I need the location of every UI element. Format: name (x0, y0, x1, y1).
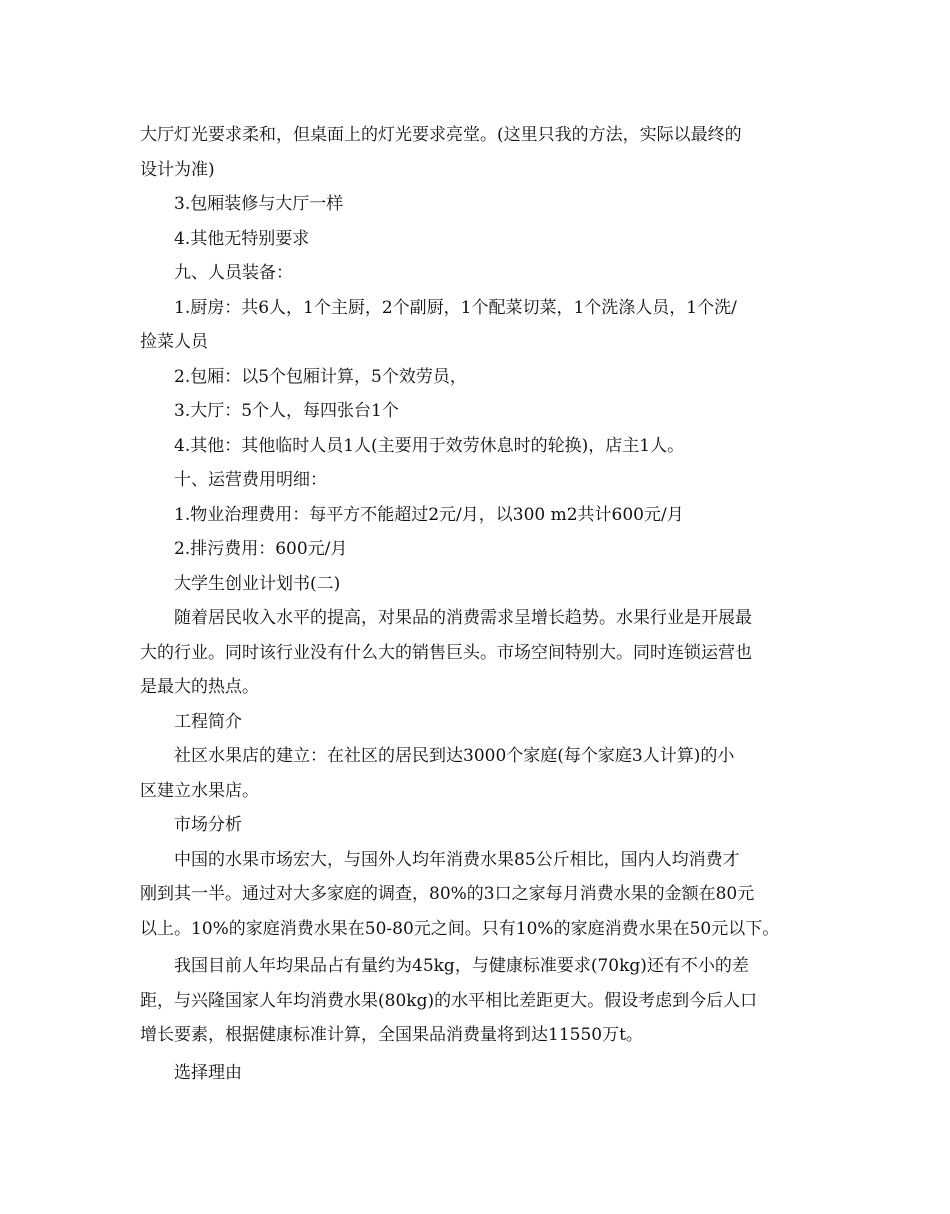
paragraph-lighting (140, 118, 820, 187)
paragraph-room-staff (140, 360, 820, 395)
paragraph-sewage-fee (140, 532, 820, 567)
document-subtitle (140, 567, 820, 602)
text-line: 大的行业。同时该行业没有什么大的销售巨头。市场空间特别大。同时连锁运营也 (140, 642, 752, 663)
paragraph-other-requirements (140, 222, 820, 257)
text-line: 选择理由 (174, 1062, 242, 1083)
text-line: 1.物业治理费用：每平方不能超过2元/月，以300 m2共计600元/月 (174, 504, 684, 525)
text-line: 4.其他无特别要求 (174, 228, 310, 249)
text-line: 十、运营费用明细： (174, 470, 327, 490)
text-line: 增长要素，根据健康标准计算，全国果品消费量将到达11550万t。 (140, 1025, 643, 1045)
text-line: 4.其他：其他临时人员1人(主要用于效劳休息时的轮换)，店主1人。 (174, 435, 685, 456)
text-line: 是最大的热点。 (140, 677, 259, 697)
text-line: 2.排污费用：600元/月 (174, 539, 348, 559)
text-line: 社区水果店的建立：在社区的居民到达3000个家庭(每个家庭3人计算)的小 (174, 746, 735, 766)
text-line: 中国的水果市场宏大，与国外人均年消费水果85公斤相比，国内人均消费才 (174, 849, 740, 870)
paragraph-other-staff (140, 429, 820, 464)
text-line: 随着居民收入水平的提高，对果品的消费需求呈增长趋势。水果行业是开展最 (174, 608, 752, 628)
section-heading-costs (140, 463, 820, 498)
text-line: 九、人员装备： (174, 263, 293, 283)
section-heading-project (140, 705, 820, 740)
text-line: 市场分析 (174, 815, 242, 835)
text-line: 大学生创业计划书(二) (174, 573, 341, 594)
section-heading-market (140, 808, 820, 843)
paragraph-hall-staff (140, 394, 820, 429)
text-line: 距，与兴隆国家人年均消费水果(80kg)的水平相比差距更大。假设考虑到今后人口 (140, 990, 758, 1011)
section-heading-staff (140, 256, 820, 291)
document-page (140, 118, 820, 1090)
section-heading-reasons (140, 1056, 820, 1091)
text-line: 工程简介 (174, 711, 242, 732)
paragraph-market-analysis (140, 843, 820, 947)
text-line: 区建立水果店。 (140, 780, 259, 801)
text-line: 刚到其一半。通过对大多家庭的调查，80%的3口之家每月消费水果的金额在80元 (140, 884, 755, 904)
text-line: 我国目前人年均果品占有量约为45kg，与健康标准要求(70kg)还有不小的差 (174, 956, 749, 976)
text-line: 以上。10%的家庭消费水果在50-80元之间。只有10%的家庭消费水果在50元以下。 (140, 918, 780, 939)
paragraph-store-setup (140, 739, 820, 808)
paragraph-kitchen-staff (140, 291, 820, 360)
text-line: 设计为准) (140, 159, 215, 180)
paragraph-property-fee (140, 498, 820, 533)
text-line: 3.大厅：5个人，每四张台1个 (174, 401, 399, 421)
text-line: 捡菜人员 (140, 332, 208, 352)
paragraph-room-decoration (140, 187, 820, 222)
paragraph-fruit-industry (140, 601, 820, 705)
text-line: 2.包厢：以5个包厢计算，5个效劳员， (174, 366, 467, 387)
paragraph-consumption-stats (140, 949, 820, 1053)
text-line: 大厅灯光要求柔和，但桌面上的灯光要求亮堂。(这里只我的方法，实际以最终的 (140, 125, 742, 145)
text-line: 1.厨房：共6人，1个主厨，2个副厨，1个配菜切菜，1个洗涤人员，1个洗/ (174, 297, 737, 318)
text-line: 3.包厢装修与大厅一样 (174, 194, 344, 214)
